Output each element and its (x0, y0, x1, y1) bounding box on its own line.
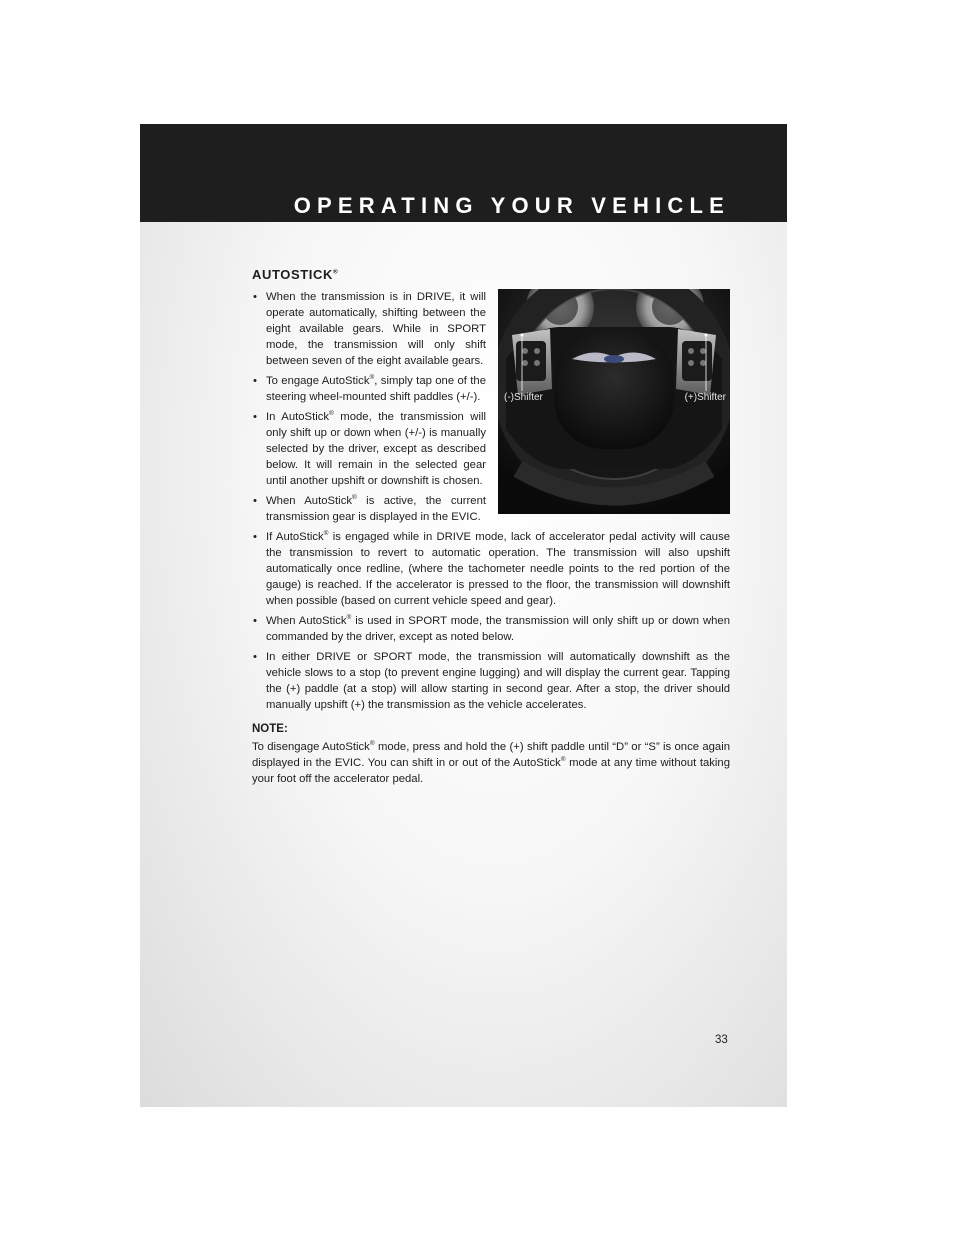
bullet-point: • (253, 531, 257, 543)
list-item-text: When the transmission is in DRIVE, it will operate automatically, shifting between the eight available gears. While in SPORT mode, the transmission will only shift between seven of the eight available gears. (266, 291, 486, 367)
note-text: mode, press and hold the (+) shift paddle until “D” or “S” is once again displayed in the EVIC. You can shift in or out of the AutoStick (252, 741, 730, 769)
minus-shifter-label: (-)Shifter (504, 392, 543, 403)
list-item (252, 409, 730, 489)
list-item-text: is engaged while in DRIVE mode, lack of accelerator pedal activity will cause the transmission to revert to automatic operation. The transmission will also upshift automatically once redline, (where the tachometer needle points to the red portion of the gauge) is reached. If the accelerator is pressed to the floor, the transmission will downshift when possible (based on current vehicle speed and gear). (266, 531, 731, 607)
list-item (252, 289, 730, 369)
registered-mark: ® (333, 268, 339, 276)
registered-mark: ® (323, 530, 329, 538)
section-title (252, 267, 730, 283)
registered-mark: ® (346, 614, 352, 622)
bullet-point: • (253, 411, 257, 423)
list-item-text: When AutoStick (266, 495, 352, 507)
page-number: 33 (715, 1034, 728, 1046)
note-text: mode at any time without taking your foot off the accelerator pedal. (252, 757, 730, 785)
bullet-point: • (253, 615, 257, 627)
bullet-point: • (253, 651, 257, 663)
registered-mark: ® (369, 374, 375, 382)
list-item-text: To engage AutoStick (266, 375, 370, 387)
plus-shifter-label: (+)Shifter (684, 392, 726, 403)
list-item-text: mode, the transmission will only shift up or down when (+/-) is manually selected by the driver, except as described below. It will remain in the selected gear until another upshift or downshift is chosen. (266, 411, 486, 487)
registered-mark: ® (369, 740, 375, 748)
registered-mark: ® (329, 410, 334, 418)
list-item-text: , simply tap one of the steering wheel-mounted shift paddles (+/-). (266, 375, 486, 403)
note-body (252, 739, 730, 787)
bullet-point: • (253, 495, 257, 507)
page-title: OPERATING YOUR VEHICLE (293, 193, 730, 218)
manual-page (140, 124, 787, 1107)
registered-mark: ® (560, 756, 566, 764)
list-item (252, 493, 730, 525)
list-item-text: In AutoStick (266, 411, 330, 423)
content-area (252, 267, 730, 787)
bullet-point: • (253, 375, 257, 387)
list-item (252, 373, 730, 405)
bullet-point: • (253, 291, 257, 303)
list-item-text: When AutoStick (266, 615, 347, 627)
list-item-text: If AutoStick (266, 531, 324, 543)
list-item (252, 649, 730, 713)
autostick-bullet-list (252, 289, 730, 713)
note-text: To disengage AutoStick (252, 741, 370, 753)
registered-mark: ® (352, 494, 357, 502)
section-title-text: AUTOSTICK (252, 267, 333, 282)
list-item (252, 529, 730, 609)
page-header (140, 124, 787, 222)
list-item-text: is used in SPORT mode, the transmission will only shift up or down when commanded by the driver, except as noted below. (266, 615, 730, 643)
note-heading: NOTE: (252, 723, 288, 735)
list-item (252, 613, 730, 645)
list-item-text: is active, the current transmission gear is displayed in the EVIC. (266, 495, 486, 523)
list-item-text: In either DRIVE or SPORT mode, the transmission will automatically downshift as the vehicle slows to a stop (to prevent engine lugging) and will display the current gear. Tapping the (+) paddle (at a stop) will allow starting in second gear. After a stop, the driver should manually upshift (+) the transmission as the vehicle accelerates. (266, 651, 730, 711)
